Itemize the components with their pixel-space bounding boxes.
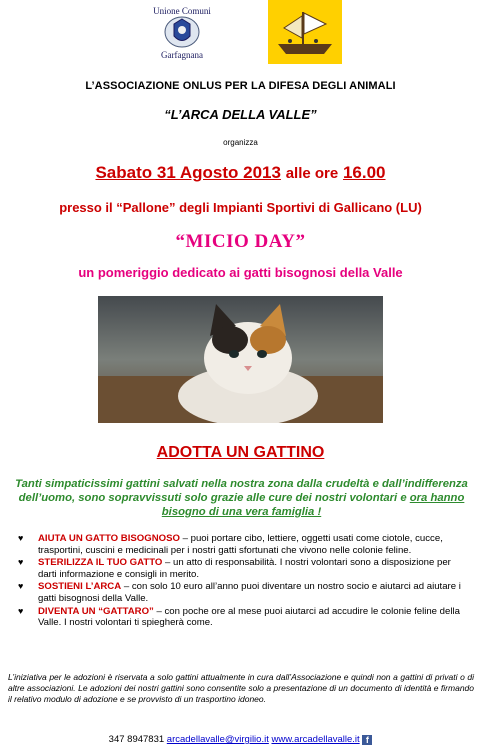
- heart-bullet-icon: ♥: [18, 533, 24, 543]
- event-date-line: [0, 163, 481, 183]
- event-date: Sabato 31 Agosto 2013: [95, 163, 281, 182]
- list-item-text: – puoi portare cibo, lettiere, oggetti usati come ciotole, cucce, trasportini, cuscini e medicinali per i nostri gatti sfortunati che vivono nelle colonie feline.: [38, 533, 443, 556]
- list-item: [14, 581, 472, 604]
- phone-number: 347 8947831: [108, 734, 165, 745]
- heart-bullet-icon: ♥: [18, 581, 24, 592]
- coat-of-arms-icon: [162, 14, 202, 50]
- ways-to-help-list: [14, 533, 472, 630]
- list-item-text: – con poche ore al mese puoi aiutarci ad accudire le colonie feline della Valle. I nostri volontari ti spiegherà come.: [38, 605, 460, 629]
- list-item-heading: SOSTIENI L’ARCA: [38, 581, 122, 593]
- association-name: “L’ARCA DELLA VALLE”: [164, 107, 317, 122]
- footer-contacts: [0, 734, 481, 745]
- list-item: [14, 606, 472, 629]
- arca-della-valle-logo: [268, 0, 342, 64]
- logo-text-bottom: Garfagnana: [161, 50, 203, 60]
- adopt-intro-underlined: ora hanno bisogno di una vera famiglia !: [161, 492, 465, 518]
- list-item-heading: DIVENTA UN “GATTARO”: [38, 605, 154, 617]
- event-time-prefix: alle ore: [285, 165, 339, 182]
- list-item: [14, 533, 472, 556]
- facebook-icon[interactable]: f: [362, 735, 372, 745]
- logo-text-top: Unione Comuni: [153, 6, 211, 16]
- association-line: L’ASSOCIAZIONE ONLUS PER LA DIFESA DEGLI ANIMALI: [85, 80, 396, 92]
- event-title: “MICIO DAY”: [175, 231, 306, 252]
- list-item-heading: AIUTA UN GATTO BISOGNOSO: [38, 533, 180, 544]
- adoption-note: L’iniziativa per le adozioni è riservata a solo gattini attualmente in cura dall’Associazione e quindi non a gattini di privati o di altre associazioni. Le adozioni dei nostri gattini sono consentite solo a presentazione di un documento di identità e firmando il relativo modulo di adozione e se provvisto di un trasportino idoneo.: [8, 672, 474, 704]
- organizes-text: organizza: [223, 138, 258, 147]
- email-link[interactable]: arcadellavalle@virgilio.it: [166, 734, 269, 745]
- ark-icon: [268, 0, 342, 64]
- event-subtitle: un pomeriggio dedicato ai gatti bisognosi della Valle: [78, 265, 403, 280]
- list-item: [14, 557, 472, 580]
- list-item-heading: STERILIZZA IL TUO GATTO: [38, 557, 163, 569]
- heart-bullet-icon: ♥: [18, 605, 24, 616]
- list-item-text: – un atto di responsabilità. I nostri volontari sono a disposizione per darti informazione e consigli in merito.: [38, 557, 451, 580]
- event-place: presso il “Pallone” degli Impianti Sportivi di Gallicano (LU): [59, 200, 422, 215]
- event-time: 16.00: [342, 163, 386, 182]
- kitten-photo: [98, 296, 383, 423]
- adopt-heading: ADOTTA UN GATTINO: [156, 444, 325, 461]
- website-link[interactable]: www.arcadellavalle.it: [271, 734, 360, 745]
- adopt-intro: [14, 477, 469, 519]
- unione-comuni-logo: [136, 2, 228, 64]
- adopt-intro-text: Tanti simpaticissimi gattini salvati nella nostra zona dalla crudeltà e dall’indifferenza dell’uomo, sono sopravvissuti solo grazie alle cure dei nostri volontari e: [15, 478, 468, 504]
- list-item-text: – con solo 10 euro all’anno puoi diventare un nostro socio e aiutarci ad aiutare i gatti bisognosi della Valle.: [38, 581, 461, 604]
- heart-bullet-icon: ♥: [18, 557, 24, 568]
